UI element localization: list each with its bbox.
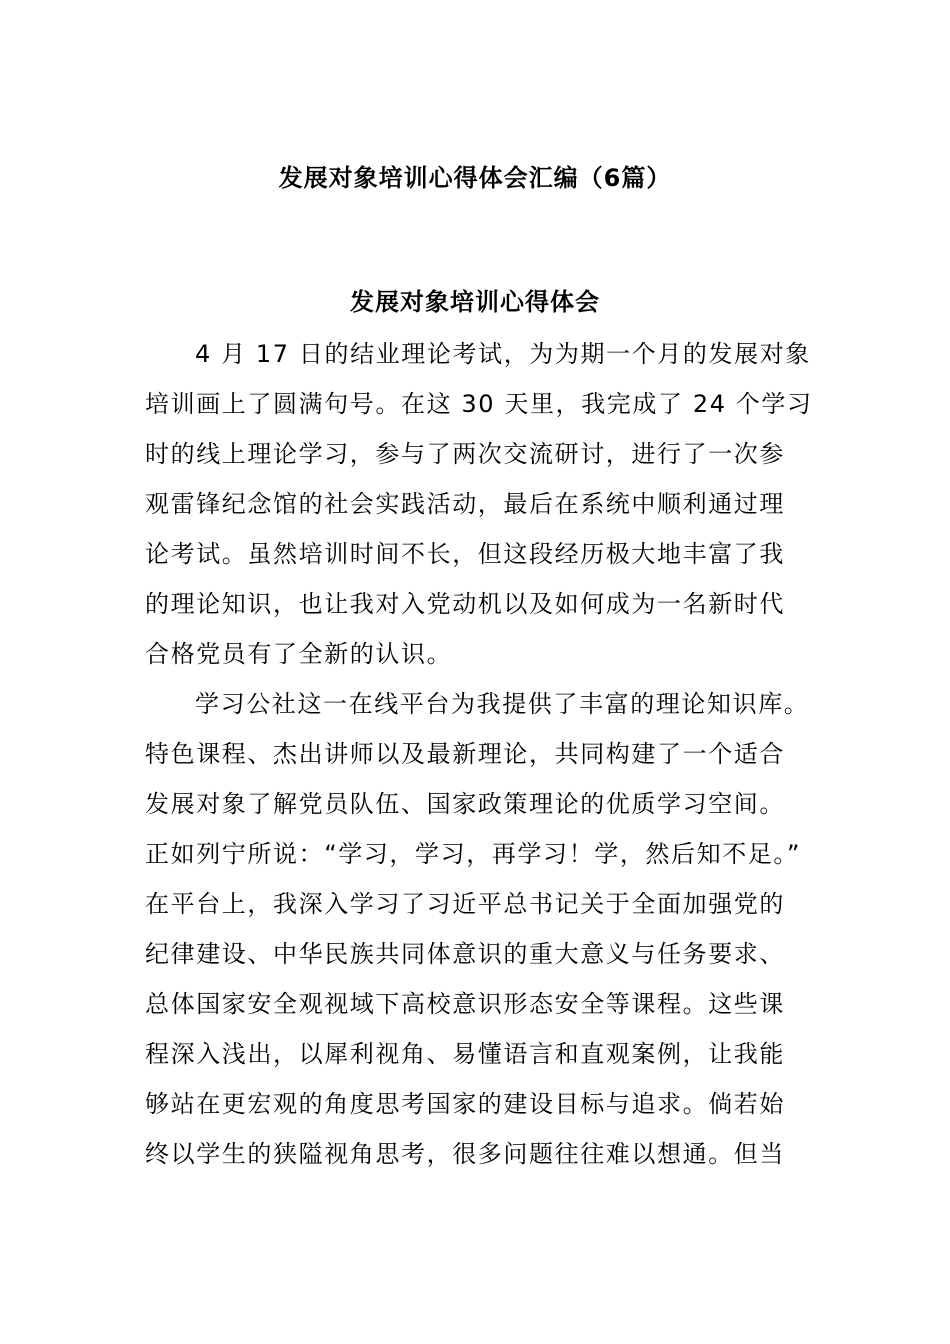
text-line: 的理论知识，也让我对入党动机以及如何成为一名新时代 <box>145 590 785 618</box>
text-line: 程深入浅出，以犀利视角、易懂语言和直观案例，让我能 <box>145 1040 785 1068</box>
text-line: 特色课程、杰出讲师以及最新理论，共同构建了一个适合 <box>145 740 785 768</box>
text-line: 正如列宁所说：“学习，学习，再学习！学，然后知不足。” <box>145 840 802 868</box>
text-line: 总体国家安全观视域下高校意识形态安全等课程。这些课 <box>145 990 785 1018</box>
text-line: 培训画上了圆满句号。在这 30 天里，我完成了 24 个学习 <box>145 390 813 418</box>
text-line: 在平台上，我深入学习了习近平总书记关于全面加强党的 <box>145 890 785 918</box>
text-line: 够站在更宏观的角度思考国家的建设目标与追求。倘若始 <box>145 1090 785 1118</box>
text-line: 论考试。虽然培训时间不长，但这段经历极大地丰富了我 <box>145 540 785 568</box>
text-line: 纪律建设、中华民族共同体意识的重大意义与任务要求、 <box>145 940 785 968</box>
text-line: 4 月 17 日的结业理论考试，为为期一个月的发展对象 <box>195 340 811 368</box>
document-title: 发展对象培训心得体会汇编（6篇） <box>278 164 672 192</box>
document-body <box>145 333 813 1183</box>
text-line: 合格党员有了全新的认识。 <box>145 640 453 668</box>
text-line: 发展对象了解党员队伍、国家政策理论的优质学习空间。 <box>145 790 785 818</box>
text-line: 时的线上理论学习，参与了两次交流研讨，进行了一次参 <box>145 440 785 468</box>
text-line: 观雷锋纪念馆的社会实践活动，最后在系统中顺利通过理 <box>145 490 785 518</box>
section-title: 发展对象培训心得体会 <box>350 288 600 316</box>
text-line: 终以学生的狭隘视角思考，很多问题往往难以想通。但当 <box>145 1140 785 1168</box>
text-line: 学习公社这一在线平台为我提供了丰富的理论知识库。 <box>195 690 810 718</box>
